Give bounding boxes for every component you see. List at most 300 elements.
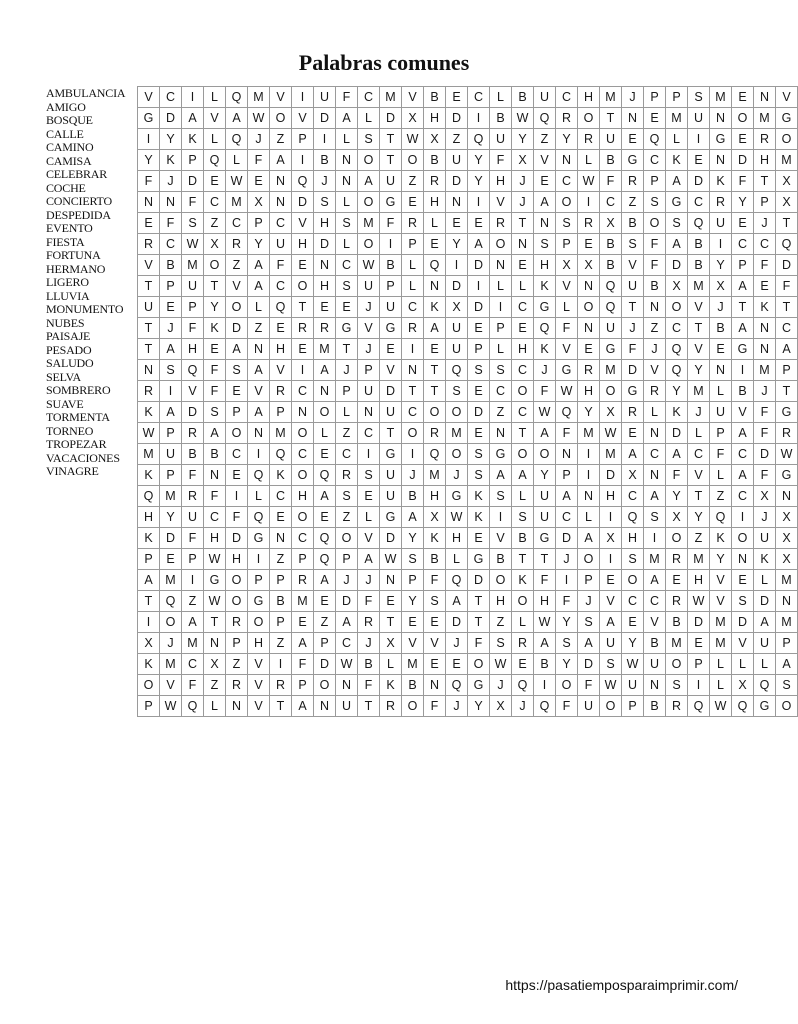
grid-cell[interactable]: P: [138, 549, 160, 570]
grid-cell[interactable]: X: [402, 108, 424, 129]
grid-cell[interactable]: G: [380, 507, 402, 528]
grid-cell[interactable]: A: [424, 318, 446, 339]
grid-cell[interactable]: D: [688, 612, 710, 633]
grid-cell[interactable]: K: [138, 402, 160, 423]
grid-cell[interactable]: P: [358, 360, 380, 381]
grid-cell[interactable]: Q: [600, 276, 622, 297]
grid-cell[interactable]: I: [534, 675, 556, 696]
grid-cell[interactable]: X: [424, 507, 446, 528]
grid-cell[interactable]: E: [446, 213, 468, 234]
grid-cell[interactable]: L: [204, 129, 226, 150]
grid-cell[interactable]: U: [754, 528, 776, 549]
grid-cell[interactable]: Q: [666, 360, 688, 381]
grid-cell[interactable]: O: [336, 528, 358, 549]
grid-cell[interactable]: J: [160, 633, 182, 654]
grid-cell[interactable]: S: [490, 486, 512, 507]
grid-cell[interactable]: Q: [314, 549, 336, 570]
grid-cell[interactable]: F: [204, 486, 226, 507]
grid-cell[interactable]: W: [776, 444, 798, 465]
grid-cell[interactable]: T: [468, 612, 490, 633]
grid-cell[interactable]: P: [468, 339, 490, 360]
grid-cell[interactable]: V: [204, 108, 226, 129]
grid-cell[interactable]: I: [600, 549, 622, 570]
grid-cell[interactable]: N: [402, 360, 424, 381]
grid-cell[interactable]: C: [644, 591, 666, 612]
grid-cell[interactable]: C: [622, 591, 644, 612]
grid-cell[interactable]: B: [358, 654, 380, 675]
grid-cell[interactable]: Q: [160, 591, 182, 612]
grid-cell[interactable]: J: [578, 591, 600, 612]
grid-cell[interactable]: X: [776, 192, 798, 213]
grid-cell[interactable]: A: [358, 549, 380, 570]
grid-cell[interactable]: L: [754, 654, 776, 675]
grid-cell[interactable]: D: [776, 255, 798, 276]
grid-cell[interactable]: O: [490, 570, 512, 591]
grid-cell[interactable]: H: [270, 339, 292, 360]
grid-cell[interactable]: B: [204, 444, 226, 465]
grid-cell[interactable]: A: [248, 276, 270, 297]
grid-cell[interactable]: V: [182, 381, 204, 402]
grid-cell[interactable]: Z: [490, 402, 512, 423]
grid-cell[interactable]: M: [446, 423, 468, 444]
grid-cell[interactable]: Y: [688, 507, 710, 528]
grid-cell[interactable]: F: [776, 276, 798, 297]
grid-cell[interactable]: S: [534, 234, 556, 255]
grid-cell[interactable]: K: [710, 528, 732, 549]
grid-cell[interactable]: M: [688, 549, 710, 570]
grid-cell[interactable]: S: [402, 549, 424, 570]
grid-cell[interactable]: C: [512, 402, 534, 423]
grid-cell[interactable]: C: [688, 192, 710, 213]
grid-cell[interactable]: B: [600, 255, 622, 276]
grid-cell[interactable]: I: [226, 486, 248, 507]
grid-cell[interactable]: Q: [314, 528, 336, 549]
grid-cell[interactable]: E: [600, 570, 622, 591]
grid-cell[interactable]: C: [732, 444, 754, 465]
grid-cell[interactable]: I: [138, 612, 160, 633]
grid-cell[interactable]: E: [468, 318, 490, 339]
grid-cell[interactable]: Q: [666, 339, 688, 360]
grid-cell[interactable]: A: [358, 171, 380, 192]
grid-cell[interactable]: O: [358, 192, 380, 213]
grid-cell[interactable]: N: [512, 234, 534, 255]
grid-cell[interactable]: F: [644, 255, 666, 276]
grid-cell[interactable]: U: [534, 486, 556, 507]
grid-cell[interactable]: V: [292, 213, 314, 234]
grid-cell[interactable]: K: [160, 150, 182, 171]
grid-cell[interactable]: Y: [160, 129, 182, 150]
grid-cell[interactable]: T: [380, 612, 402, 633]
grid-cell[interactable]: R: [292, 570, 314, 591]
grid-cell[interactable]: V: [732, 633, 754, 654]
grid-cell[interactable]: E: [578, 234, 600, 255]
grid-cell[interactable]: D: [314, 654, 336, 675]
grid-cell[interactable]: O: [600, 696, 622, 717]
grid-cell[interactable]: E: [512, 318, 534, 339]
grid-cell[interactable]: A: [578, 528, 600, 549]
grid-cell[interactable]: Z: [336, 507, 358, 528]
grid-cell[interactable]: M: [754, 108, 776, 129]
grid-cell[interactable]: T: [512, 213, 534, 234]
grid-cell[interactable]: F: [754, 465, 776, 486]
grid-cell[interactable]: R: [644, 381, 666, 402]
grid-cell[interactable]: P: [160, 465, 182, 486]
grid-cell[interactable]: W: [556, 381, 578, 402]
grid-cell[interactable]: I: [292, 150, 314, 171]
grid-cell[interactable]: H: [204, 528, 226, 549]
grid-cell[interactable]: A: [644, 486, 666, 507]
grid-cell[interactable]: A: [226, 108, 248, 129]
grid-cell[interactable]: R: [556, 108, 578, 129]
grid-cell[interactable]: E: [292, 339, 314, 360]
grid-cell[interactable]: U: [600, 129, 622, 150]
grid-cell[interactable]: Y: [468, 171, 490, 192]
grid-cell[interactable]: R: [710, 192, 732, 213]
grid-cell[interactable]: S: [490, 360, 512, 381]
grid-cell[interactable]: N: [292, 402, 314, 423]
grid-cell[interactable]: G: [732, 339, 754, 360]
grid-cell[interactable]: S: [512, 507, 534, 528]
grid-cell[interactable]: E: [314, 444, 336, 465]
grid-cell[interactable]: V: [556, 339, 578, 360]
grid-cell[interactable]: A: [666, 234, 688, 255]
grid-cell[interactable]: A: [248, 255, 270, 276]
grid-cell[interactable]: J: [446, 633, 468, 654]
grid-cell[interactable]: F: [182, 192, 204, 213]
grid-cell[interactable]: Q: [204, 150, 226, 171]
grid-cell[interactable]: P: [292, 129, 314, 150]
grid-cell[interactable]: A: [754, 612, 776, 633]
grid-cell[interactable]: I: [358, 444, 380, 465]
grid-cell[interactable]: S: [688, 87, 710, 108]
grid-cell[interactable]: Y: [556, 612, 578, 633]
grid-cell[interactable]: O: [776, 696, 798, 717]
grid-cell[interactable]: F: [270, 255, 292, 276]
grid-cell[interactable]: C: [358, 87, 380, 108]
grid-cell[interactable]: O: [138, 675, 160, 696]
grid-cell[interactable]: X: [600, 528, 622, 549]
grid-cell[interactable]: V: [226, 276, 248, 297]
grid-cell[interactable]: T: [468, 591, 490, 612]
grid-cell[interactable]: V: [160, 675, 182, 696]
grid-cell[interactable]: O: [534, 444, 556, 465]
grid-cell[interactable]: C: [292, 444, 314, 465]
grid-cell[interactable]: N: [754, 87, 776, 108]
grid-cell[interactable]: D: [468, 402, 490, 423]
grid-cell[interactable]: O: [248, 612, 270, 633]
grid-cell[interactable]: W: [160, 696, 182, 717]
grid-cell[interactable]: S: [556, 633, 578, 654]
grid-cell[interactable]: M: [380, 87, 402, 108]
grid-cell[interactable]: L: [248, 297, 270, 318]
grid-cell[interactable]: G: [534, 297, 556, 318]
grid-cell[interactable]: P: [776, 360, 798, 381]
grid-cell[interactable]: E: [380, 591, 402, 612]
grid-cell[interactable]: U: [710, 213, 732, 234]
grid-cell[interactable]: E: [666, 570, 688, 591]
grid-cell[interactable]: Y: [710, 255, 732, 276]
grid-cell[interactable]: T: [138, 276, 160, 297]
grid-cell[interactable]: A: [138, 570, 160, 591]
grid-cell[interactable]: L: [644, 402, 666, 423]
grid-cell[interactable]: A: [270, 150, 292, 171]
grid-cell[interactable]: L: [688, 423, 710, 444]
grid-cell[interactable]: W: [622, 654, 644, 675]
grid-cell[interactable]: I: [490, 507, 512, 528]
grid-cell[interactable]: J: [358, 570, 380, 591]
grid-cell[interactable]: F: [182, 675, 204, 696]
grid-cell[interactable]: E: [160, 297, 182, 318]
grid-cell[interactable]: P: [666, 87, 688, 108]
grid-cell[interactable]: E: [468, 381, 490, 402]
grid-cell[interactable]: X: [446, 297, 468, 318]
grid-cell[interactable]: I: [248, 444, 270, 465]
grid-cell[interactable]: Q: [600, 297, 622, 318]
grid-cell[interactable]: Q: [446, 570, 468, 591]
grid-cell[interactable]: B: [688, 234, 710, 255]
grid-cell[interactable]: N: [644, 297, 666, 318]
grid-cell[interactable]: H: [534, 591, 556, 612]
grid-cell[interactable]: V: [358, 318, 380, 339]
grid-cell[interactable]: Q: [556, 402, 578, 423]
grid-cell[interactable]: C: [336, 444, 358, 465]
grid-cell[interactable]: T: [358, 696, 380, 717]
grid-cell[interactable]: Q: [534, 318, 556, 339]
grid-cell[interactable]: A: [776, 654, 798, 675]
grid-cell[interactable]: Q: [424, 444, 446, 465]
grid-cell[interactable]: P: [732, 255, 754, 276]
grid-cell[interactable]: S: [644, 192, 666, 213]
grid-cell[interactable]: H: [292, 486, 314, 507]
grid-cell[interactable]: O: [732, 528, 754, 549]
grid-cell[interactable]: I: [600, 507, 622, 528]
grid-cell[interactable]: A: [314, 570, 336, 591]
grid-cell[interactable]: A: [534, 423, 556, 444]
grid-cell[interactable]: Z: [490, 612, 512, 633]
grid-cell[interactable]: O: [446, 444, 468, 465]
grid-cell[interactable]: F: [754, 255, 776, 276]
grid-cell[interactable]: W: [446, 507, 468, 528]
grid-cell[interactable]: A: [666, 444, 688, 465]
grid-cell[interactable]: H: [424, 486, 446, 507]
grid-cell[interactable]: M: [160, 486, 182, 507]
grid-cell[interactable]: P: [292, 549, 314, 570]
grid-cell[interactable]: B: [424, 549, 446, 570]
grid-cell[interactable]: T: [424, 381, 446, 402]
grid-cell[interactable]: D: [468, 297, 490, 318]
grid-cell[interactable]: A: [644, 570, 666, 591]
grid-cell[interactable]: V: [248, 381, 270, 402]
grid-cell[interactable]: Z: [402, 171, 424, 192]
grid-cell[interactable]: O: [512, 444, 534, 465]
grid-cell[interactable]: L: [512, 276, 534, 297]
grid-cell[interactable]: I: [314, 129, 336, 150]
grid-cell[interactable]: Y: [710, 549, 732, 570]
grid-cell[interactable]: R: [578, 213, 600, 234]
grid-cell[interactable]: O: [666, 654, 688, 675]
grid-cell[interactable]: X: [556, 255, 578, 276]
grid-cell[interactable]: N: [644, 675, 666, 696]
grid-cell[interactable]: D: [160, 108, 182, 129]
grid-cell[interactable]: S: [358, 465, 380, 486]
grid-cell[interactable]: F: [182, 318, 204, 339]
grid-cell[interactable]: E: [314, 591, 336, 612]
grid-cell[interactable]: T: [204, 276, 226, 297]
grid-cell[interactable]: O: [622, 570, 644, 591]
grid-cell[interactable]: X: [776, 171, 798, 192]
grid-cell[interactable]: K: [710, 171, 732, 192]
grid-cell[interactable]: S: [600, 654, 622, 675]
grid-cell[interactable]: N: [160, 192, 182, 213]
grid-cell[interactable]: C: [556, 87, 578, 108]
grid-cell[interactable]: F: [424, 570, 446, 591]
grid-cell[interactable]: D: [336, 591, 358, 612]
grid-cell[interactable]: G: [556, 360, 578, 381]
grid-cell[interactable]: G: [622, 381, 644, 402]
grid-cell[interactable]: T: [138, 339, 160, 360]
grid-cell[interactable]: Q: [754, 675, 776, 696]
grid-cell[interactable]: Z: [182, 591, 204, 612]
grid-cell[interactable]: N: [358, 402, 380, 423]
grid-cell[interactable]: X: [490, 696, 512, 717]
grid-cell[interactable]: I: [468, 192, 490, 213]
grid-cell[interactable]: R: [490, 213, 512, 234]
grid-cell[interactable]: D: [732, 612, 754, 633]
grid-cell[interactable]: U: [446, 318, 468, 339]
grid-cell[interactable]: T: [138, 591, 160, 612]
grid-cell[interactable]: S: [468, 465, 490, 486]
grid-cell[interactable]: N: [424, 675, 446, 696]
grid-cell[interactable]: R: [512, 633, 534, 654]
grid-cell[interactable]: Z: [314, 612, 336, 633]
grid-cell[interactable]: W: [534, 402, 556, 423]
grid-cell[interactable]: B: [402, 486, 424, 507]
grid-cell[interactable]: N: [578, 276, 600, 297]
grid-cell[interactable]: B: [424, 150, 446, 171]
grid-cell[interactable]: M: [666, 633, 688, 654]
grid-cell[interactable]: B: [732, 381, 754, 402]
grid-cell[interactable]: T: [380, 150, 402, 171]
grid-cell[interactable]: T: [776, 213, 798, 234]
grid-cell[interactable]: C: [732, 234, 754, 255]
grid-cell[interactable]: J: [160, 171, 182, 192]
grid-cell[interactable]: M: [160, 570, 182, 591]
grid-cell[interactable]: G: [138, 108, 160, 129]
grid-cell[interactable]: A: [732, 423, 754, 444]
grid-cell[interactable]: U: [754, 633, 776, 654]
grid-cell[interactable]: Q: [710, 507, 732, 528]
grid-cell[interactable]: I: [160, 381, 182, 402]
grid-cell[interactable]: L: [336, 234, 358, 255]
grid-cell[interactable]: F: [710, 444, 732, 465]
grid-cell[interactable]: O: [292, 276, 314, 297]
grid-cell[interactable]: T: [380, 423, 402, 444]
grid-cell[interactable]: C: [226, 444, 248, 465]
grid-cell[interactable]: E: [688, 150, 710, 171]
grid-cell[interactable]: M: [138, 444, 160, 465]
grid-cell[interactable]: Y: [666, 381, 688, 402]
grid-cell[interactable]: F: [490, 150, 512, 171]
grid-cell[interactable]: I: [710, 234, 732, 255]
grid-cell[interactable]: E: [468, 213, 490, 234]
grid-cell[interactable]: Y: [556, 129, 578, 150]
grid-cell[interactable]: E: [402, 612, 424, 633]
grid-cell[interactable]: E: [358, 486, 380, 507]
grid-cell[interactable]: T: [138, 318, 160, 339]
grid-cell[interactable]: R: [226, 234, 248, 255]
grid-cell[interactable]: G: [468, 675, 490, 696]
grid-cell[interactable]: A: [160, 402, 182, 423]
grid-cell[interactable]: N: [776, 591, 798, 612]
grid-cell[interactable]: K: [270, 465, 292, 486]
grid-cell[interactable]: T: [754, 171, 776, 192]
grid-cell[interactable]: F: [732, 171, 754, 192]
grid-cell[interactable]: M: [160, 654, 182, 675]
grid-cell[interactable]: L: [336, 192, 358, 213]
grid-cell[interactable]: I: [578, 444, 600, 465]
grid-cell[interactable]: C: [270, 213, 292, 234]
grid-cell[interactable]: P: [160, 276, 182, 297]
grid-cell[interactable]: N: [754, 339, 776, 360]
grid-cell[interactable]: Q: [732, 696, 754, 717]
grid-cell[interactable]: F: [754, 423, 776, 444]
grid-cell[interactable]: A: [248, 402, 270, 423]
grid-cell[interactable]: M: [402, 654, 424, 675]
grid-cell[interactable]: Q: [644, 129, 666, 150]
grid-cell[interactable]: E: [204, 171, 226, 192]
grid-cell[interactable]: E: [446, 87, 468, 108]
grid-cell[interactable]: O: [226, 297, 248, 318]
grid-cell[interactable]: E: [622, 129, 644, 150]
grid-cell[interactable]: G: [380, 444, 402, 465]
grid-cell[interactable]: O: [358, 150, 380, 171]
grid-cell[interactable]: V: [534, 150, 556, 171]
grid-cell[interactable]: Z: [336, 423, 358, 444]
grid-cell[interactable]: S: [446, 381, 468, 402]
grid-cell[interactable]: Y: [578, 402, 600, 423]
grid-cell[interactable]: Z: [226, 654, 248, 675]
grid-cell[interactable]: H: [226, 549, 248, 570]
grid-cell[interactable]: M: [182, 255, 204, 276]
grid-cell[interactable]: G: [248, 591, 270, 612]
grid-cell[interactable]: N: [424, 276, 446, 297]
grid-cell[interactable]: F: [226, 507, 248, 528]
grid-cell[interactable]: T: [204, 612, 226, 633]
grid-cell[interactable]: Q: [270, 297, 292, 318]
grid-cell[interactable]: Y: [622, 633, 644, 654]
grid-cell[interactable]: K: [138, 465, 160, 486]
grid-cell[interactable]: V: [292, 108, 314, 129]
grid-cell[interactable]: C: [468, 87, 490, 108]
grid-cell[interactable]: U: [710, 402, 732, 423]
grid-cell[interactable]: G: [248, 528, 270, 549]
grid-cell[interactable]: S: [226, 360, 248, 381]
grid-cell[interactable]: V: [380, 360, 402, 381]
grid-cell[interactable]: R: [270, 381, 292, 402]
grid-cell[interactable]: C: [622, 486, 644, 507]
grid-cell[interactable]: S: [622, 234, 644, 255]
grid-cell[interactable]: V: [688, 339, 710, 360]
grid-cell[interactable]: L: [248, 486, 270, 507]
grid-cell[interactable]: D: [380, 108, 402, 129]
grid-cell[interactable]: H: [248, 633, 270, 654]
grid-cell[interactable]: L: [204, 696, 226, 717]
grid-cell[interactable]: M: [710, 633, 732, 654]
grid-cell[interactable]: D: [622, 360, 644, 381]
grid-cell[interactable]: O: [402, 150, 424, 171]
grid-cell[interactable]: W: [600, 423, 622, 444]
grid-cell[interactable]: A: [666, 171, 688, 192]
